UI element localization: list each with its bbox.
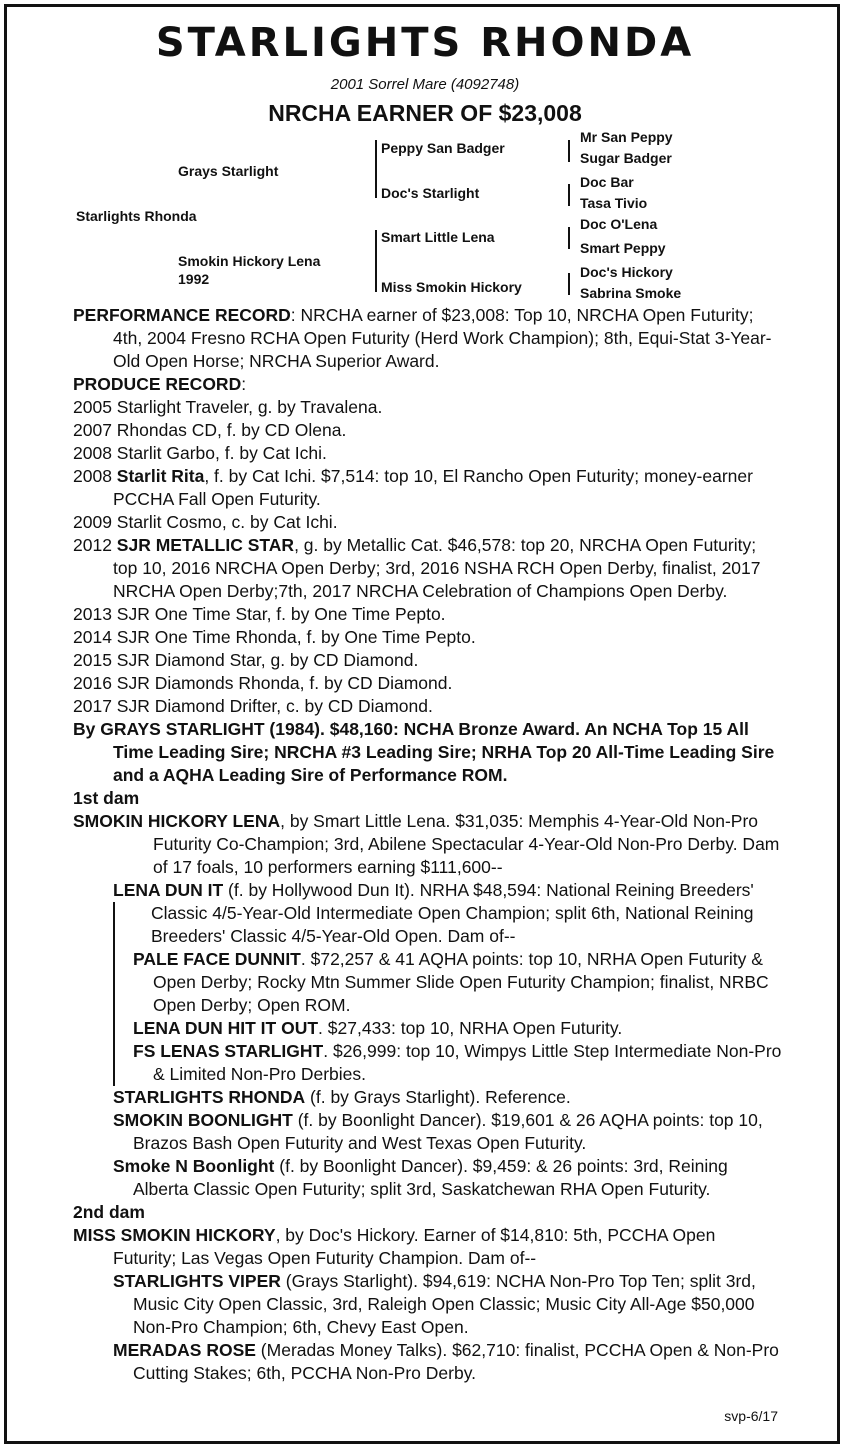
produce-item: 2005 Starlight Traveler, g. by Travalena. [73,397,383,417]
produce-entry: Smoke N Boonlight (f. by Boonlight Dancer). $9,459: & 26 points: 3rd, Reining Alberta Classic Open Futurity; split 3rd, Saskatchewan RHA Open Futurity. [113,1156,728,1199]
pedigree-bracket [375,140,377,198]
performance-record: PERFORMANCE RECORD: NRCHA earner of $23,008: Top 10, NRCHA Open Futurity; 4th, 2004 Fresno RCHA Open Futurity (Herd Work Champion); 8th, Equi-Stat 3-Year-Old Open Horse; NRCHA Superior Award. [73,305,772,371]
document-code: svp-6/17 [724,1408,778,1424]
produce-item: 2015 SJR Diamond Star, g. by CD Diamond. [73,650,419,670]
produce-item: 2017 SJR Diamond Drifter, c. by CD Diamond. [73,696,433,716]
produce-list [73,396,783,718]
pedigree-dam: Smokin Hickory Lena [178,253,321,269]
pedigree-dd-dam: Sabrina Smoke [580,285,682,301]
grandproduce-entry: LENA DUN HIT IT OUT. $27,433: top 10, NRHA Open Futurity. [133,1018,623,1038]
pedigree-subject: Starlights Rhonda [76,208,197,224]
pedigree-sd-dam: Tasa Tivio [580,195,648,211]
grandproduce-entry: PALE FACE DUNNIT. $72,257 & 41 AQHA points: top 10, NRHA Open Futurity & Open Derby; Rocky Mtn Summer Slide Open Futurity Champion; finalist, NRBC Open Derby; Open ROM. [133,949,769,1015]
pedigree-ss-dam: Sugar Badger [580,150,672,166]
pedigree-ds-dam: Smart Peppy [580,240,666,256]
second-dam-produce [113,1270,783,1385]
earnings-heading: NRCHA EARNER OF $23,008 [268,100,582,126]
first-dam-entry: SMOKIN HICKORY LENA, by Smart Little Lena. $31,035: Memphis 4-Year-Old Non-Pro Futurity Co-Champion; 3rd, Abilene Spectacular 4-Year-Old Non-Pro Derby. Dam of 17 foals, 10 performers earning $111,600-- [73,811,780,877]
sire-note: By GRAYS STARLIGHT (1984). $48,160: NCHA Bronze Award. An NCHA Top 15 All Time Leading Sire; NRCHA #3 Leading Sire; NRHA Top 20 All-Time Leading Sire and a AQHA Leading Sire of Performance ROM. [73,719,775,785]
pedigree-sire-dam: Doc's Starlight [381,185,480,201]
horse-description: 2001 Sorrel Mare (4092748) [330,76,520,93]
record-body [73,304,783,1385]
pedigree-sire: Grays Starlight [178,163,279,179]
pedigree-ds-sire: Doc O'Lena [580,216,658,232]
produce-item: 2012 SJR METALLIC STAR, g. by Metallic Cat. $46,578: top 20, NRCHA Open Futurity; top 10, 2016 NRCHA Open Derby; 3rd, 2016 NSHA RCH Open Derby, finalist, 2017 NRCHA Open Derby;7th, 2017 NRCHA Celebration of Champions Open Derby. [73,535,761,601]
horse-name-title: STARLIGHTS RHONDA [155,20,695,66]
produce-record-heading: PRODUCE RECORD: [73,374,247,394]
grandproduce-entry: FS LENAS STARLIGHT. $26,999: top 10, Wimpys Little Step Intermediate Non-Pro & Limited Non-Pro Derbies. [133,1041,782,1084]
pedigree-bracket [568,273,570,295]
pedigree-sd-sire: Doc Bar [580,174,634,190]
produce-entry: STARLIGHTS RHONDA (f. by Grays Starlight). Reference. [113,1087,571,1107]
pedigree-dam-sire: Smart Little Lena [381,229,495,245]
produce-item: 2014 SJR One Time Rhonda, f. by One Time Pepto. [73,627,476,647]
pedigree-bracket [375,230,377,292]
first-dam-produce [113,879,783,1201]
pedigree-sire-sire: Peppy San Badger [381,140,505,156]
pedigree-bracket [568,227,570,249]
produce-entry: SMOKIN BOONLIGHT (f. by Boonlight Dancer). $19,601 & 26 AQHA points: top 10, Brazos Bash Open Futurity and West Texas Open Futurity. [113,1110,763,1153]
pedigree-dam-year: 1992 [178,271,210,287]
pedigree-bracket [568,140,570,162]
pedigree-dd-sire: Doc's Hickory [580,264,673,280]
produce-item: 2013 SJR One Time Star, f. by One Time Pepto. [73,604,446,624]
produce-item: 2016 SJR Diamonds Rhonda, f. by CD Diamond. [73,673,453,693]
pedigree-dam-dam: Miss Smokin Hickory [381,279,522,295]
produce-item: 2009 Starlit Cosmo, c. by Cat Ichi. [73,512,338,532]
produce-item: 2007 Rhondas CD, f. by CD Olena. [73,420,347,440]
second-dam-heading: 2nd dam [73,1202,145,1222]
produce-entry: LENA DUN IT (f. by Hollywood Dun It). NRHA $48,594: National Reining Breeders' Classic 4/5-Year-Old Intermediate Open Champion; split 6th, National Reining Breeders' Classic 4/5-Year-Old Open. Dam of-- [113,880,754,946]
produce-entry: STARLIGHTS VIPER (Grays Starlight). $94,619: NCHA Non-Pro Top Ten; split 3rd, Music City Open Classic, 3rd, Raleigh Open Classic; Music City All-Age $50,000 Non-Pro Champion; 6th, Chevy East Open. [113,1271,756,1337]
first-dam-heading: 1st dam [73,788,140,808]
pedigree-bracket [568,184,570,206]
produce-item: 2008 Starlit Rita, f. by Cat Ichi. $7,514: top 10, El Rancho Open Futurity; money-earner PCCHA Fall Open Futurity. [73,466,753,509]
pedigree-ss-sire: Mr San Peppy [580,129,673,145]
produce-item: 2008 Starlit Garbo, f. by Cat Ichi. [73,443,327,463]
second-dam-entry: MISS SMOKIN HICKORY, by Doc's Hickory. Earner of $14,810: 5th, PCCHA Open Futurity; Las Vegas Open Futurity Champion. Dam of-- [73,1225,716,1268]
produce-entry: MERADAS ROSE (Meradas Money Talks). $62,710: finalist, PCCHA Open & Non-Pro Cutting Stakes; 6th, PCCHA Non-Pro Derby. [113,1340,779,1383]
